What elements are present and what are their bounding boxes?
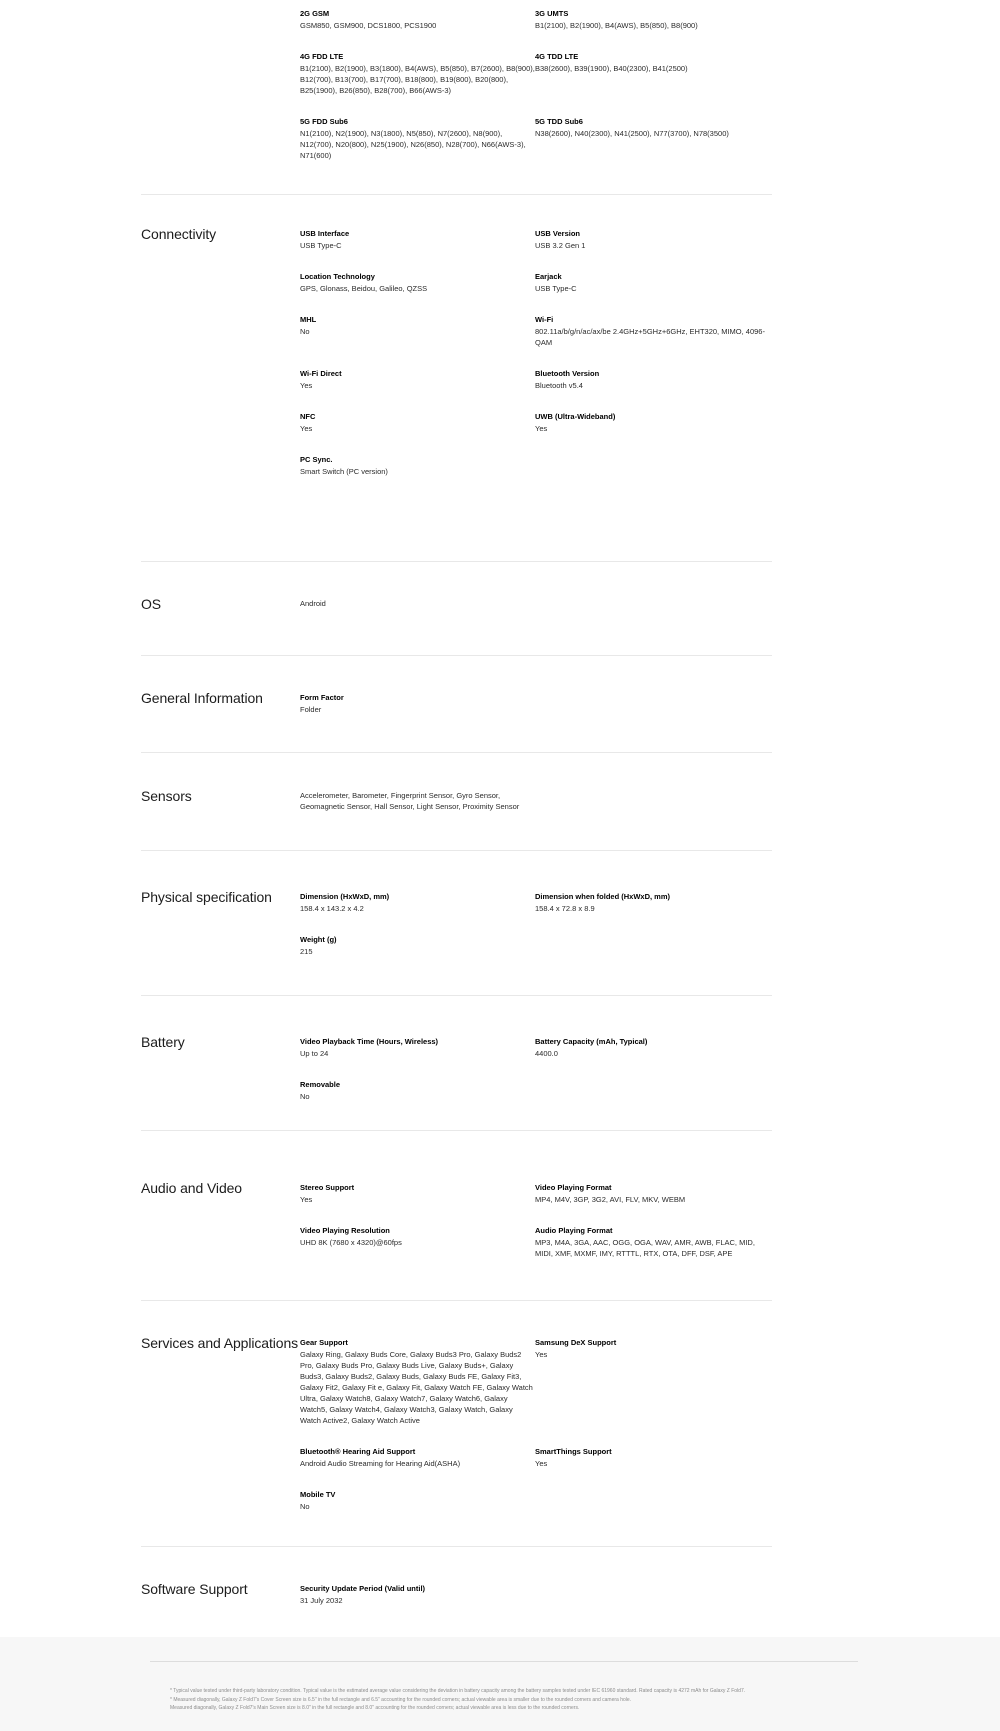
spec-label: USB Interface xyxy=(300,229,350,238)
spec-label: Wi-Fi xyxy=(535,315,554,324)
spec-label: Dimension (HxWxD, mm) xyxy=(300,892,390,901)
spec-item-os xyxy=(300,598,535,609)
spec-value: Accelerometer, Barometer, Fingerprint Sensor, Gyro Sensor, Geomagnetic Sensor, Hall Sensor, Light Sensor, Proximity Sensor xyxy=(300,791,520,811)
spec-label: SmartThings Support xyxy=(535,1447,612,1456)
spec-value: USB Type-C xyxy=(300,241,342,250)
spec-item-form-factor xyxy=(300,692,535,715)
spec-item-samsung-dex-support xyxy=(535,1337,772,1426)
spec-item-4g-tdd-lte xyxy=(535,51,772,96)
spec-label: Form Factor xyxy=(300,693,344,702)
section-os xyxy=(0,562,1000,655)
spec-value: USB 3.2 Gen 1 xyxy=(535,241,586,250)
spec-item-battery-capacity xyxy=(535,1036,772,1059)
spec-item-removable xyxy=(300,1079,535,1102)
spec-item-gear-support xyxy=(300,1337,535,1426)
spec-item-empty xyxy=(535,1489,772,1512)
spec-label: 4G FDD LTE xyxy=(300,52,344,61)
spec-item-usb-interface xyxy=(300,228,535,251)
spec-item-empty xyxy=(535,934,772,957)
spec-label: Samsung DeX Support xyxy=(535,1338,617,1347)
spec-item-uwb xyxy=(535,411,772,434)
spec-item-location-technology xyxy=(300,271,535,294)
spec-label: 4G TDD LTE xyxy=(535,52,579,61)
spec-item-wifi xyxy=(535,314,772,348)
section-services-and-applications xyxy=(0,1301,1000,1546)
spec-item-security-update-period xyxy=(300,1583,535,1606)
spec-label: Video Playback Time (Hours, Wireless) xyxy=(300,1037,439,1046)
section-general-information xyxy=(0,656,1000,752)
spec-item-2g-gsm xyxy=(300,8,535,31)
spec-label: Bluetooth Version xyxy=(535,369,600,378)
section-heading-sensors: Sensors xyxy=(141,788,192,804)
footer-note-cover-screen: * Measured diagonally, Galaxy Z Fold7's Cover Screen size is 6.5" in the full rectangle and 6.5" accounting for the rounded corners; actual viewable area is smaller due to the rounded corners and camera hole. xyxy=(170,1696,632,1703)
spec-item-earjack xyxy=(535,271,772,294)
spec-label: 5G FDD Sub6 xyxy=(300,117,348,126)
spec-value: 4400.0 xyxy=(535,1049,558,1058)
spec-value: B1(2100), B2(1900), B3(1800), B4(AWS), B5(850), B7(2600), B8(900), B12(700), B13(700), B17(700), B18(800), B19(800), B20(800), B25(1900), B26(850), B28(700), B66(AWS-3) xyxy=(300,64,535,95)
spec-item-audio-playing-format xyxy=(535,1225,772,1259)
spec-value: Android xyxy=(300,599,326,608)
spec-value: Up to 24 xyxy=(300,1049,329,1058)
spec-item-mobile-tv xyxy=(300,1489,535,1512)
spec-value: Galaxy Ring, Galaxy Buds Core, Galaxy Buds3 Pro, Galaxy Buds2 Pro, Galaxy Buds Pro, Galaxy Buds Live, Galaxy Buds+, Galaxy Buds3, Galaxy Buds2, Galaxy Buds, Galaxy Buds FE, Galaxy Fit3, Galaxy Fit2, Galaxy Fit e, Galaxy Fit, Galaxy Watch FE, Galaxy Watch Ultra, Galaxy Watch8, Galaxy Watch7, Galaxy Watch6, Galaxy Watch5, Galaxy Watch4, Galaxy Watch3, Galaxy Watch, Galaxy Watch Active2, Galaxy Watch Active xyxy=(300,1350,533,1425)
spec-label: Earjack xyxy=(535,272,562,281)
spec-label: Video Playing Resolution xyxy=(300,1226,390,1235)
spec-value: GSM850, GSM900, DCS1800, PCS1900 xyxy=(300,21,437,30)
spec-label: Video Playing Format xyxy=(535,1183,612,1192)
spec-value: Folder xyxy=(300,705,322,714)
spec-value: 215 xyxy=(300,947,313,956)
spec-item-nfc xyxy=(300,411,535,434)
spec-item-wifi-direct xyxy=(300,368,535,391)
spec-value: Yes xyxy=(535,1459,548,1468)
spec-value: 158.4 x 72.8 x 8.9 xyxy=(535,904,595,913)
spec-value: B1(2100), B2(1900), B4(AWS), B5(850), B8(900) xyxy=(535,21,698,30)
spec-value: MP4, M4V, 3GP, 3G2, AVI, FLV, MKV, WEBM xyxy=(535,1195,686,1204)
spec-label: Weight (g) xyxy=(300,935,337,944)
section-heading-services-and-applications: Services and Applications xyxy=(141,1335,299,1351)
spec-item-empty xyxy=(535,692,772,715)
spec-item-pc-sync xyxy=(300,454,535,477)
spec-grid xyxy=(300,891,772,957)
spec-label: NFC xyxy=(300,412,316,421)
spec-label: USB Version xyxy=(535,229,581,238)
spec-value: Yes xyxy=(535,424,548,433)
spec-label: 5G TDD Sub6 xyxy=(535,117,583,126)
spec-item-video-playback-time xyxy=(300,1036,535,1059)
spec-label: Bluetooth® Hearing Aid Support xyxy=(300,1447,416,1456)
spec-item-4g-fdd-lte xyxy=(300,51,535,96)
spec-value: Yes xyxy=(300,424,313,433)
spec-value: 31 July 2032 xyxy=(300,1596,343,1605)
spec-value: No xyxy=(300,327,310,336)
footer-note-battery: * Typical value tested under third-party laboratory condition. Typical value is the estimated average value considering the deviation in battery capacity among the battery samples tested under IEC 61960 standard. Rated capacity is 4272 mAh for Galaxy Z Fold7. xyxy=(170,1688,746,1694)
spec-value: Smart Switch (PC version) xyxy=(300,467,388,476)
footer-divider xyxy=(150,1661,858,1662)
section-heading-software-support: Software Support xyxy=(141,1581,248,1597)
spec-item-empty xyxy=(535,1583,772,1606)
spec-item-empty xyxy=(535,790,772,812)
spec-item-video-playing-resolution xyxy=(300,1225,535,1259)
footer-note-main-screen: Measured diagonally, Galaxy Z Fold7's Main Screen size is 8.0" in the full rectangle and 8.0" accounting for the rounded corners; actual viewable area is less due to the rounded corners. xyxy=(170,1705,580,1712)
spec-value: No xyxy=(300,1502,310,1511)
spec-value: Yes xyxy=(535,1350,548,1359)
section-heading-audio-and-video: Audio and Video xyxy=(141,1180,242,1196)
spec-value: Bluetooth v5.4 xyxy=(535,381,583,390)
footer-disclaimer xyxy=(0,1637,1000,1731)
spec-value: UHD 8K (7680 x 4320)@60fps xyxy=(300,1238,402,1247)
spec-grid xyxy=(300,1182,772,1259)
section-software-support xyxy=(0,1547,1000,1620)
spec-value: 158.4 x 143.2 x 4.2 xyxy=(300,904,364,913)
spec-item-dimension xyxy=(300,891,535,914)
spec-item-dimension-folded xyxy=(535,891,772,914)
spec-label: Mobile TV xyxy=(300,1490,336,1499)
spec-item-video-playing-format xyxy=(535,1182,772,1205)
spec-grid xyxy=(300,692,772,715)
section-heading-network xyxy=(141,6,300,161)
spec-item-empty xyxy=(535,598,772,609)
section-physical-specification xyxy=(0,851,1000,995)
spec-grid xyxy=(300,790,772,812)
spec-grid xyxy=(300,1337,772,1512)
spec-value: 802.11a/b/g/n/ac/ax/be 2.4GHz+5GHz+6GHz, EHT320, MIMO, 4096-QAM xyxy=(535,327,765,347)
spec-label: MHL xyxy=(300,315,317,324)
spec-label: Location Technology xyxy=(300,272,375,281)
spec-item-5g-fdd-sub6 xyxy=(300,116,535,161)
spec-value: MP3, M4A, 3GA, AAC, OGG, OGA, WAV, AMR, AWB, FLAC, MID, MIDI, XMF, MXMF, IMY, RTTTL, RTX, OTA, DFF, DSF, APE xyxy=(535,1238,755,1258)
spec-label: Audio Playing Format xyxy=(535,1226,613,1235)
spec-label: UWB (Ultra-Wideband) xyxy=(535,412,616,421)
spec-item-stereo-support xyxy=(300,1182,535,1205)
section-audio-and-video xyxy=(0,1131,1000,1300)
spec-item-empty xyxy=(535,1079,772,1102)
spec-label: Security Update Period (Valid until) xyxy=(300,1584,426,1593)
spec-label: PC Sync. xyxy=(300,455,333,464)
spec-label: Removable xyxy=(300,1080,341,1089)
spec-grid xyxy=(300,8,772,161)
spec-grid xyxy=(300,1583,772,1606)
section-heading-general-information: General Information xyxy=(141,690,263,706)
section-heading-battery: Battery xyxy=(141,1034,185,1050)
section-heading-connectivity: Connectivity xyxy=(141,226,217,242)
section-connectivity xyxy=(0,195,1000,561)
spec-item-bluetooth-version xyxy=(535,368,772,391)
spec-item-sensors xyxy=(300,790,535,812)
spec-grid xyxy=(300,228,772,477)
spec-item-5g-tdd-sub6 xyxy=(535,116,772,161)
spec-value: N38(2600), N40(2300), N41(2500), N77(3700), N78(3500) xyxy=(535,129,729,138)
spec-item-bluetooth-hearing-aid-support xyxy=(300,1446,535,1469)
spec-value: Yes xyxy=(300,1195,313,1204)
spec-value: Yes xyxy=(300,381,313,390)
spec-item-weight xyxy=(300,934,535,957)
spec-grid xyxy=(300,598,772,613)
spec-item-3g-umts xyxy=(535,8,772,31)
spec-label: Battery Capacity (mAh, Typical) xyxy=(535,1037,648,1046)
spec-label: Stereo Support xyxy=(300,1183,355,1192)
spec-value: B38(2600), B39(1900), B40(2300), B41(2500) xyxy=(535,64,688,73)
spec-item-usb-version xyxy=(535,228,772,251)
spec-item-smartthings-support xyxy=(535,1446,772,1469)
spec-value: No xyxy=(300,1092,310,1101)
section-heading-physical-specification: Physical specification xyxy=(141,889,272,905)
spec-label: Dimension when folded (HxWxD, mm) xyxy=(535,892,671,901)
spec-label: Gear Support xyxy=(300,1338,348,1347)
spec-item-mhl xyxy=(300,314,535,348)
section-sensors xyxy=(0,753,1000,850)
section-battery xyxy=(0,996,1000,1130)
spec-label: 3G UMTS xyxy=(535,9,569,18)
section-heading-os: OS xyxy=(141,596,162,612)
spec-value: GPS, Glonass, Beidou, Galileo, QZSS xyxy=(300,284,428,293)
spec-value: Android Audio Streaming for Hearing Aid(ASHA) xyxy=(300,1459,461,1468)
section-network xyxy=(0,0,1000,194)
spec-label: Wi-Fi Direct xyxy=(300,369,342,378)
spec-value: USB Type-C xyxy=(535,284,577,293)
spec-value: N1(2100), N2(1900), N3(1800), N5(850), N7(2600), N8(900), N12(700), N20(800), N25(1900), N26(850), N28(700), N66(AWS-3), N71(600) xyxy=(300,129,526,160)
footer-notes xyxy=(170,1687,748,1713)
spec-label: 2G GSM xyxy=(300,9,330,18)
spec-item-empty xyxy=(535,454,772,477)
spec-grid xyxy=(300,1036,772,1102)
